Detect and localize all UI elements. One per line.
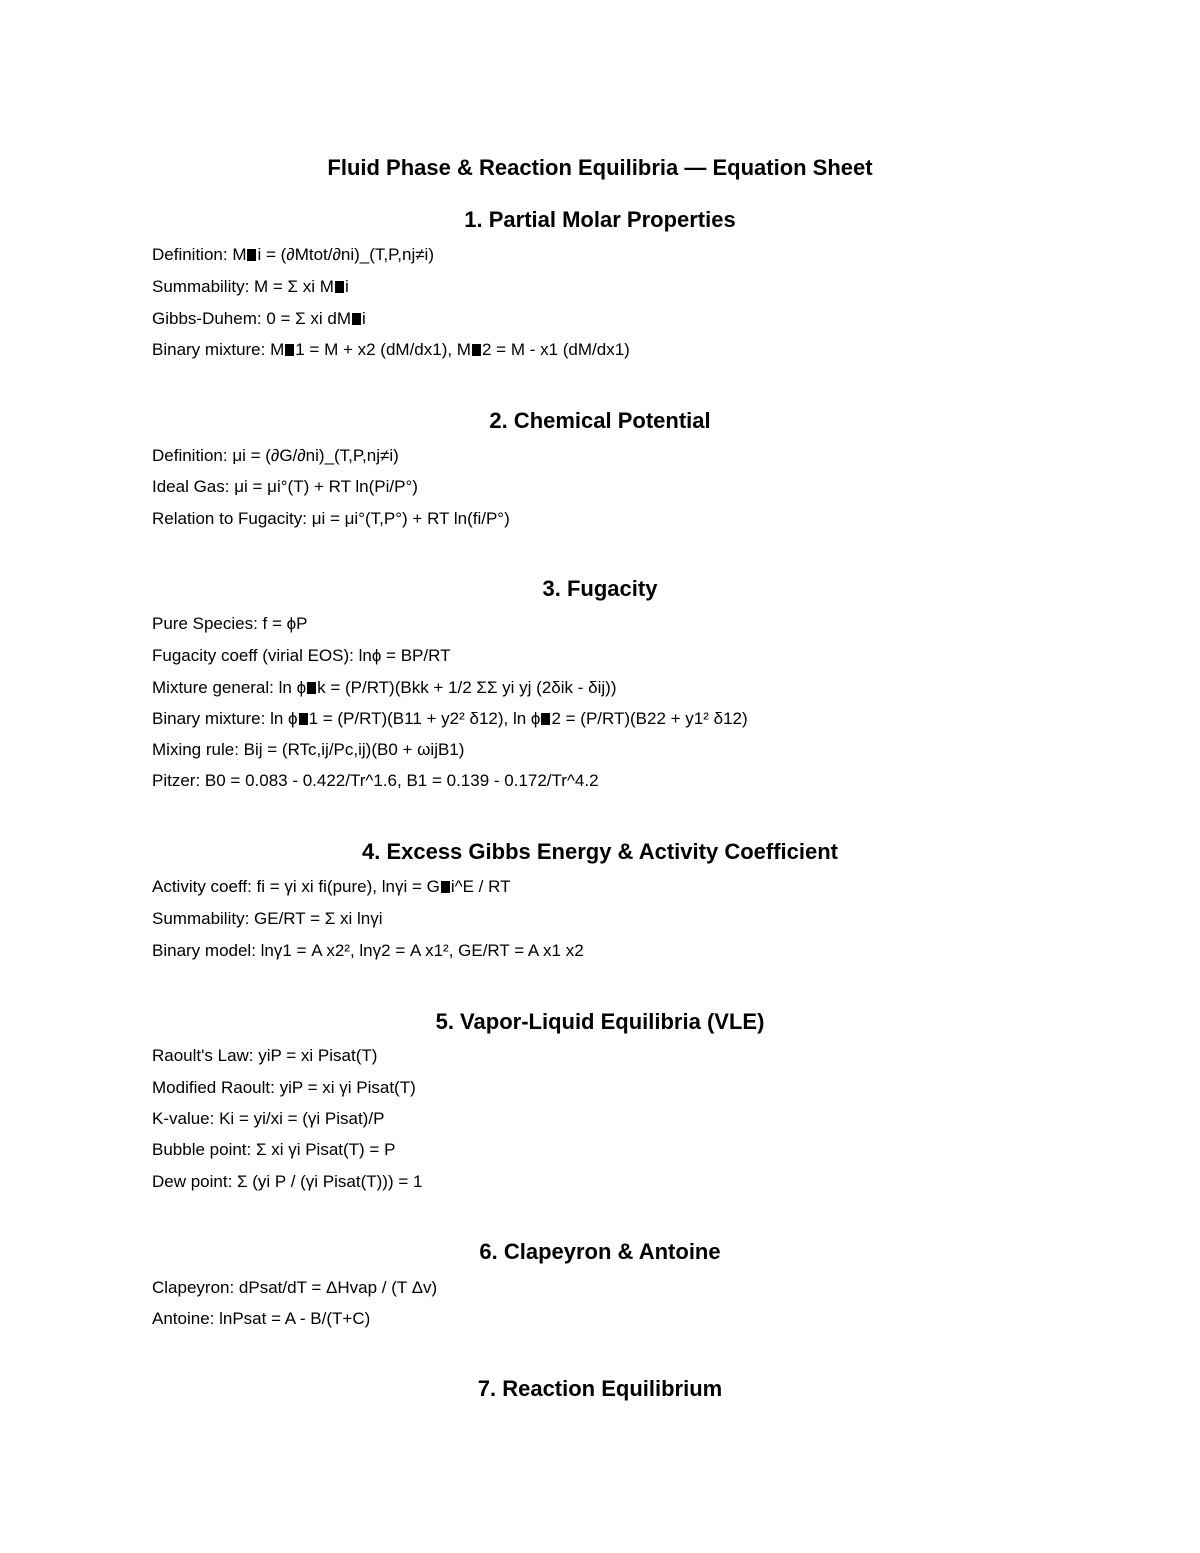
equation-text: Fugacity coeff (virial EOS): lnϕ = BP/RT <box>152 646 451 665</box>
equation-line <box>152 739 464 761</box>
equation-text: 2 = M - x1 (dM/dx1) <box>481 340 630 359</box>
equation-text: Mixture general: ln ϕ <box>152 678 307 697</box>
equation-text: Summability: GE/RT = Σ xi lnγi <box>152 909 383 928</box>
equation-text: k = (P/RT)(Bkk + 1/2 ΣΣ yi yj (2δik - δij)) <box>317 678 617 697</box>
equation-line <box>152 940 584 962</box>
equation-line <box>152 1077 416 1099</box>
missing-glyph-box <box>541 713 550 725</box>
missing-glyph-box <box>285 344 294 356</box>
equation-text: 2 = (P/RT)(B22 + y1² δ12) <box>551 709 748 728</box>
section-title: 5. Vapor-Liquid Equilibria (VLE) <box>435 1009 765 1034</box>
section-title: 4. Excess Gibbs Energy & Activity Coefficient <box>361 839 838 864</box>
equation-line <box>152 876 510 898</box>
equation-text: K-value: Ki = yi/xi = (γi Pisat)/P <box>152 1109 385 1128</box>
equation-line <box>152 645 450 667</box>
equation-text: Bubble point: Σ xi γi Pisat(T) = P <box>152 1140 396 1159</box>
equation-text: Summability: M = Σ xi M <box>152 277 334 296</box>
equation-text: i = (∂Mtot/∂ni)_(T,P,nj≠i) <box>257 245 434 264</box>
equation-text: Antoine: lnPsat = A - B/(T+C) <box>152 1309 371 1328</box>
equation-text: Ideal Gas: μi = μi°(T) + RT ln(Pi/P°) <box>152 477 418 496</box>
missing-glyph-box <box>352 313 361 325</box>
equation-line <box>152 908 382 930</box>
equation-line <box>152 308 366 330</box>
equation-text: Mixing rule: Bij = (RTc,ij/Pc,ij)(B0 + ωijB1) <box>152 740 465 759</box>
equation-text: i <box>362 309 366 328</box>
equation-text: i <box>344 277 349 296</box>
equation-text: Binary mixture: M <box>152 340 285 359</box>
missing-glyph-box <box>299 713 308 725</box>
equation-text: Pure Species: f = ϕP <box>152 614 308 633</box>
equation-text: i^E / RT <box>450 877 511 896</box>
equation-text: Modified Raoult: yiP = xi γi Pisat(T) <box>152 1078 416 1097</box>
equation-text: Clapeyron: dPsat/dT = ΔHvap / (T Δv) <box>152 1278 438 1297</box>
equation-text: Activity coeff: fi = γi xi fi(pure), lnγi = G <box>152 877 440 896</box>
section-title: 3. Fugacity <box>542 576 658 601</box>
equation-text: Gibbs-Duhem: 0 = Σ xi dM <box>152 309 351 328</box>
missing-glyph-box <box>335 281 344 293</box>
missing-glyph-box <box>441 881 450 893</box>
equation-line <box>152 476 418 498</box>
missing-glyph-box <box>247 249 256 261</box>
equation-text: 1 = (P/RT)(B11 + y2² δ12), ln ϕ <box>308 709 541 728</box>
equation-text: Definition: μi = (∂G/∂ni)_(T,P,nj≠i) <box>152 446 399 465</box>
equation-text: Binary model: lnγ1 = A x2², lnγ2 = A x1², GE/RT = A x1 x2 <box>152 941 584 960</box>
section-title: 6. Clapeyron & Antoine <box>479 1239 721 1264</box>
section-title: 7. Reaction Equilibrium <box>477 1376 723 1401</box>
equation-line <box>152 1108 384 1130</box>
equation-line <box>152 276 349 298</box>
equation-text: Definition: M <box>152 245 247 264</box>
equation-line <box>152 244 434 266</box>
equation-line <box>152 508 510 530</box>
equation-line <box>152 770 599 792</box>
missing-glyph-box <box>472 344 481 356</box>
equation-line <box>152 1308 370 1330</box>
equation-text: Dew point: Σ (yi P / (γi Pisat(T))) = 1 <box>152 1172 423 1191</box>
equation-line <box>152 1171 422 1193</box>
section-title: 2. Chemical Potential <box>489 408 711 433</box>
equation-line <box>152 613 308 635</box>
equation-line <box>152 1045 377 1067</box>
equation-text: 1 = M + x2 (dM/dx1), M <box>295 340 471 359</box>
equation-line <box>152 708 748 730</box>
equation-line <box>152 677 616 699</box>
equation-text: Raoult's Law: yiP = xi Pisat(T) <box>152 1046 378 1065</box>
missing-glyph-box <box>307 682 316 694</box>
equation-line <box>152 445 399 467</box>
equation-text: Binary mixture: ln ϕ <box>152 709 298 728</box>
section-title: 1. Partial Molar Properties <box>464 207 736 232</box>
equation-text: Relation to Fugacity: μi = μi°(T,P°) + RT ln(fi/P°) <box>152 509 510 528</box>
equation-text: Pitzer: B0 = 0.083 - 0.422/Tr^1.6, B1 = 0.139 - 0.172/Tr^4.2 <box>152 771 599 790</box>
equation-line <box>152 1139 395 1161</box>
equation-line <box>152 1277 437 1299</box>
document-title: Fluid Phase & Reaction Equilibria — Equation Sheet <box>327 155 873 180</box>
equation-line <box>152 339 630 361</box>
